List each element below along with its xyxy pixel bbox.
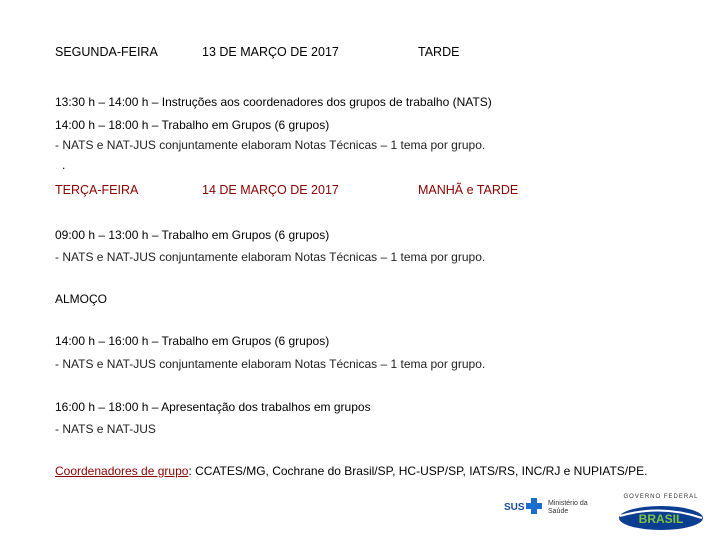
coordinators-label: Coordenadores de grupo	[55, 464, 189, 478]
day1-item2-detail: - NATS e NAT-JUS conjuntamente elaboram Notas Técnicas – 1 tema por grupo.	[55, 138, 486, 152]
day2-item2	[55, 334, 329, 348]
day2-item1-time: 09:00 h – 13:00 h – Trabalho em Grupos	[55, 228, 272, 242]
day2-item2-detail: - NATS e NAT-JUS conjuntamente elaboram Notas Técnicas – 1 tema por grupo.	[55, 357, 486, 371]
day1-item2	[55, 118, 329, 132]
separator-dot: .	[62, 158, 66, 172]
health-cross-icon	[526, 498, 542, 514]
day1-period: TARDE	[418, 45, 460, 59]
day2-item3-desc: Apresentação dos trabalhos em grupos	[161, 400, 371, 414]
day2-weekday: TERÇA-FEIRA	[55, 183, 139, 197]
gov-label: GOVERNO FEDERAL	[623, 494, 699, 500]
coordinators-text: : CCATES/MG, Cochrane do Brasil/SP, HC-USP/SP, IATS/RS, INC/RJ e NUPIATS/PE.	[188, 464, 648, 478]
day2-item1-note: (6 grupos)	[274, 228, 330, 242]
day1-weekday: SEGUNDA-FEIRA	[55, 45, 158, 59]
day1-item2-note: (6 grupos)	[274, 118, 330, 132]
day1-date: 13 DE MARÇO DE 2017	[202, 45, 339, 59]
day1-item1: 13:30 h – 14:00 h – Instruções aos coordenadores dos grupos de trabalho (NATS)	[55, 95, 492, 109]
footer-logos	[500, 490, 715, 534]
day2-item3-detail: - NATS e NAT-JUS	[55, 422, 156, 436]
sus-logo: SUS	[504, 502, 525, 513]
ministry-logo	[548, 500, 588, 516]
day1-item2-time: 14:00 h – 18:00 h – Trabalho em Grupos	[55, 118, 272, 132]
day2-item2-time: 14:00 h – 16:00 h – Trabalho em Grupos	[55, 334, 272, 348]
day2-item1	[55, 228, 329, 242]
brasil-flag-logo	[612, 494, 710, 532]
ministry-line2: Saúde	[548, 508, 569, 515]
day2-item3	[55, 400, 371, 414]
day2-period: MANHÃ e TARDE	[418, 183, 519, 197]
day2-item1-detail: - NATS e NAT-JUS conjuntamente elaboram Notas Técnicas – 1 tema por grupo.	[55, 250, 486, 264]
coordinators-line	[55, 464, 647, 478]
lunch-label: ALMOÇO	[55, 292, 108, 306]
day2-item3-time: 16:00 h – 18:00 h –	[55, 400, 159, 414]
brasil-wordmark: BRASIL	[638, 512, 684, 526]
day2-date: 14 DE MARÇO DE 2017	[202, 183, 339, 197]
ministry-line1: Ministério da	[548, 500, 588, 507]
day2-item2-note: (6 grupos)	[274, 334, 330, 348]
